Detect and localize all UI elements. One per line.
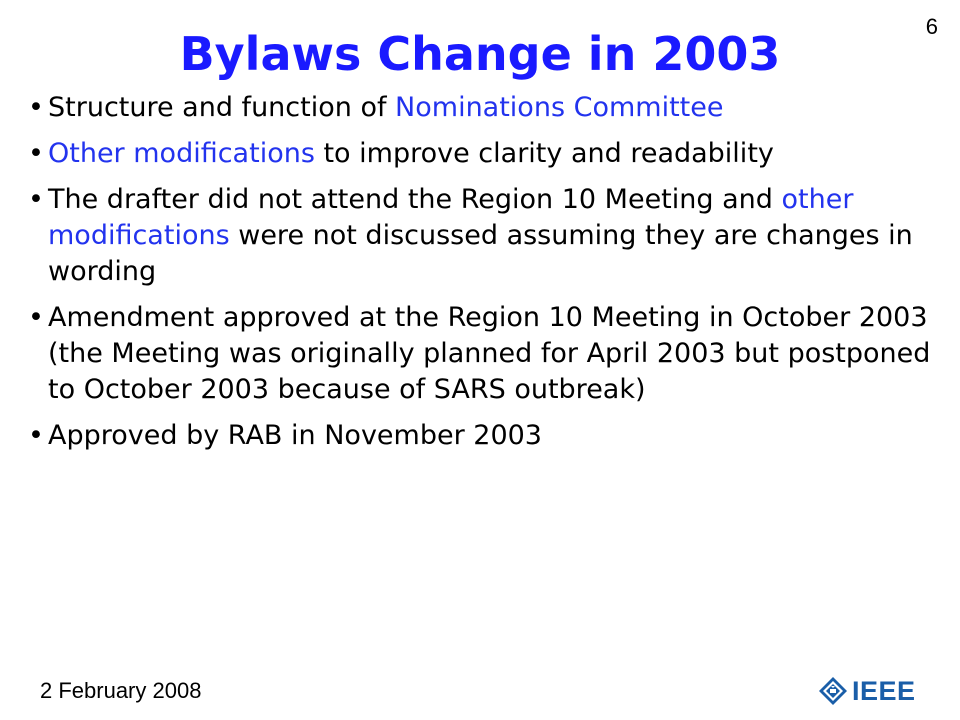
bullet-item-amendment <box>28 300 938 408</box>
bullet-item-other-modifications <box>28 136 938 172</box>
bullet-text: Approved by RAB in November 2003 <box>48 420 542 451</box>
ieee-logo-text: IEEE <box>852 675 916 706</box>
slide-number: 6 <box>925 14 938 39</box>
bullet-icon: • <box>28 302 44 333</box>
bullet-text: to improve clarity and readability <box>314 138 774 169</box>
bullet-icon: • <box>28 420 44 451</box>
bullet-text: The drafter did not attend the Region 10 Meeting and <box>48 184 782 215</box>
bullet-text: Structure and function of <box>48 92 396 123</box>
bullet-icon: • <box>28 184 44 215</box>
bullet-icon: • <box>28 138 44 169</box>
bullet-list <box>28 90 938 464</box>
footer-date: 2 February 2008 <box>40 678 202 703</box>
ieee-diamond-icon <box>818 676 848 706</box>
slide-title: Bylaws Change in 2003 <box>179 27 781 81</box>
bullet-text: Amendment approved at the Region 10 Meeting in October 2003 (the Meeting was originally planned for April 2003 but postponed to October 2003 because of SARS outbreak) <box>48 302 931 405</box>
bullet-item-rab-approval <box>28 418 938 454</box>
ieee-logo <box>818 676 916 706</box>
bullet-item-nominations <box>28 90 938 126</box>
bullet-text: were not discussed assuming they are changes in wording <box>48 220 913 287</box>
highlighted-text: other modifications <box>48 184 854 251</box>
bullet-icon: • <box>28 92 44 123</box>
bullet-item-drafter <box>28 182 938 290</box>
highlighted-text: Nominations Committee <box>395 92 724 123</box>
highlighted-text: Other modifications <box>48 138 315 169</box>
